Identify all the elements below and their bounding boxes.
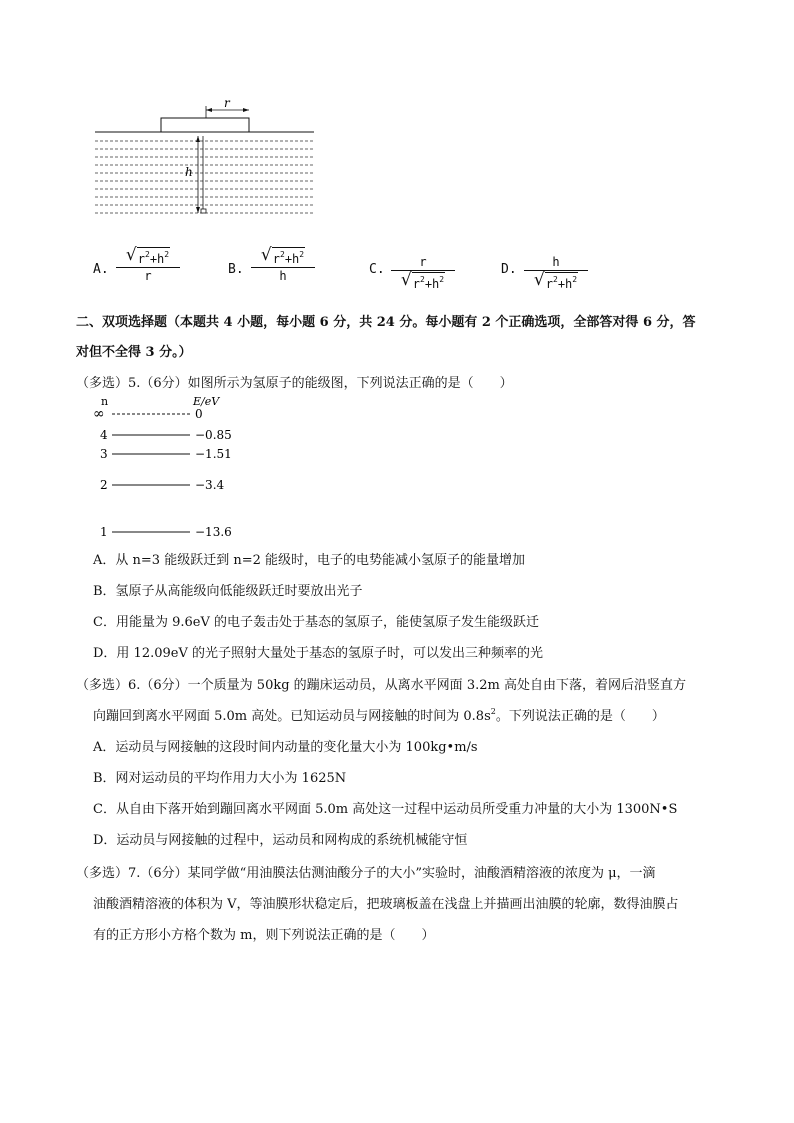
option-c-letter: C.	[369, 262, 385, 277]
option-c-denominator: $r^2+h^2$	[412, 272, 445, 291]
energy-level-n: 2	[100, 478, 108, 492]
q6-option-d: D．运动员与网接触的过程中，运动员和网构成的系统机械能守恒	[93, 833, 468, 848]
energy-level-value: 0	[195, 407, 203, 421]
energy-levels	[93, 406, 232, 539]
option-b-numerator: $r^2+h^2$	[272, 247, 305, 266]
q5-option-d: D．用 12.09eV 的光子照射大量处于基态的氢原子时，可以发出三种频率的光	[93, 646, 543, 661]
q6-stem-line2-sup: 2	[490, 707, 496, 716]
energy-level-n: 1	[100, 525, 108, 539]
option-a-denominator: r	[144, 269, 152, 283]
energy-level-value: −13.6	[195, 525, 232, 539]
q7-stem-line3: 有的正方形小方格个数为 m，则下列说法正确的是（ ）	[93, 928, 435, 943]
energy-level-n: 3	[100, 447, 108, 461]
q7-stem-line1: （多选）7.（6分）某同学做“用油膜法估测油酸分子的大小”实验时，油酸酒精溶液的浓度为 μ，一滴	[76, 866, 656, 881]
energy-level-value: −3.4	[195, 478, 225, 492]
option-a-letter: A.	[93, 262, 109, 277]
energy-level-value: −1.51	[195, 447, 232, 461]
q6-option-b: B．网对运动员的平均作用力大小为 1625N	[93, 771, 347, 786]
water-lines	[95, 141, 314, 213]
q7-stem-line2: 油酸酒精溶液的体积为 V，等油膜形状稳定后，把玻璃板盖在浅盘上并描画出油膜的轮廓，数得油膜占	[93, 897, 679, 912]
option-b-letter: B.	[228, 262, 244, 277]
energy-axis-label: E/eV	[193, 395, 220, 408]
option-d-numerator: h	[552, 255, 560, 269]
q6-option-a: A．运动员与网接触的这段时间内动量的变化量大小为 100kg•m/s	[93, 740, 478, 755]
section-heading-line1: 二、双项选择题（本题共 4 小题，每小题 6 分，共 24 分。每小题有 2 个正确选项，全部答对得 6 分，答	[76, 315, 696, 330]
energy-level-n: ∞	[93, 406, 105, 422]
energy-level-value: −0.85	[195, 428, 232, 442]
option-b-denominator: h	[279, 269, 287, 283]
q5-option-c: C．用能量为 9.6eV 的电子轰击处于基态的氢原子，能使氢原子发生能级跃迁	[93, 615, 539, 630]
light-source-figure	[90, 98, 320, 228]
h-label: h	[185, 165, 193, 179]
disc	[161, 118, 249, 132]
light-source	[201, 209, 206, 213]
q6-option-c: C．从自由下落开始到蹦回离水平网面 5.0m 高处这一过程中运动员所受重力冲量的大小为 1300N•S	[93, 802, 678, 817]
q6-stem-line2-pre: 向蹦回到离水平网面 5.0m 高处。已知运动员与网接触的时间为 0.8s	[93, 709, 491, 724]
energy-level-diagram	[90, 392, 270, 544]
r-label: r	[224, 98, 230, 110]
n-axis-label: n	[101, 395, 109, 408]
option-a-fraction: √ $r^2+h^2$ r	[116, 247, 180, 283]
option-c-numerator: r	[419, 255, 427, 269]
option-a-numerator: $r^2+h^2$	[137, 247, 170, 266]
option-b-fraction: √ $r^2+h^2$ h	[251, 247, 315, 283]
option-c-fraction: r √ $r^2+h^2$	[391, 255, 455, 291]
energy-level-n: 4	[100, 428, 108, 442]
q5-option-b: B．氢原子从高能级向低能级跃迁时要放出光子	[93, 584, 363, 599]
option-d-fraction: h √ $r^2+h^2$	[524, 255, 588, 291]
q6-stem-line2	[93, 705, 665, 724]
q6-stem-line1: （多选）6.（6分）一个质量为 50kg 的蹦床运动员，从离水平网面 3.2m 高处自由下落，着网后沿竖直方	[76, 678, 686, 693]
q5-option-a: A．从 n=3 能级跃迁到 n=2 能级时，电子的电势能减小氢原子的能量增加	[93, 553, 525, 568]
q6-stem-line2-post: 。下列说法正确的是（ ）	[495, 709, 665, 724]
option-d-letter: D.	[501, 262, 517, 277]
q5-stem: （多选）5.（6分）如图所示为氢原子的能级图，下列说法正确的是（ ）	[76, 376, 513, 391]
option-d-denominator: $r^2+h^2$	[545, 272, 578, 291]
section-heading-line2: 对但不全得 3 分。）	[76, 345, 192, 360]
